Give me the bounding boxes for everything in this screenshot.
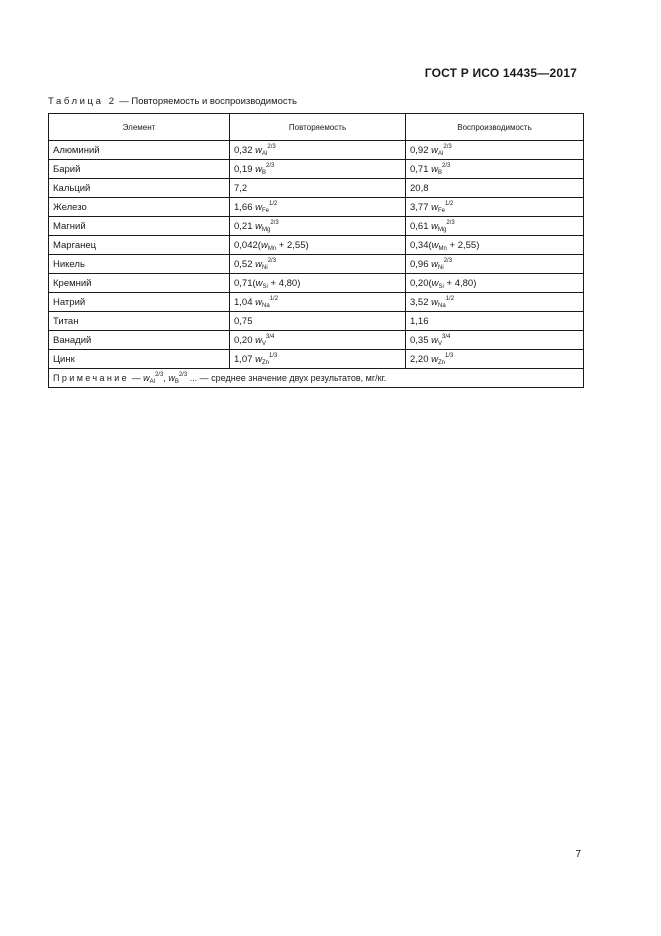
formula-prefix: 0,21 xyxy=(234,220,256,232)
formula-prefix: 0,34( xyxy=(410,239,432,251)
formula-prefix: 0,35 xyxy=(410,334,432,346)
reproducibility-cell xyxy=(406,160,584,179)
reproducibility-cell xyxy=(406,198,584,217)
formula-sup: 2/3 xyxy=(270,219,279,226)
formula-sub: V xyxy=(262,340,267,347)
repeatability-cell xyxy=(230,350,406,369)
formula-var: w xyxy=(431,296,439,308)
formula-sup: 2/3 xyxy=(446,219,455,226)
formula-sub: Mn xyxy=(438,245,447,252)
formula-sub: Fe xyxy=(438,207,446,214)
formula-prefix: 1,04 xyxy=(234,296,256,308)
table-caption-label: Таблица 2 xyxy=(48,96,117,107)
formula-sub: Ni xyxy=(262,264,268,271)
formula-var: w xyxy=(255,163,263,175)
formula-suffix: + 2,55) xyxy=(276,239,309,251)
document-header: ГОСТ Р ИСО 14435—2017 xyxy=(424,66,577,80)
formula-prefix: 0,61 xyxy=(410,220,432,232)
formula-sub: Mg xyxy=(438,226,447,233)
table-row xyxy=(49,274,584,293)
formula-var: w xyxy=(255,277,263,289)
formula-prefix: 0,32 xyxy=(234,144,256,156)
column-header-reproducibility: Воспроизводимость xyxy=(406,114,584,141)
table-row xyxy=(49,198,584,217)
element-cell: Ванадий xyxy=(49,331,230,350)
formula-var: w xyxy=(431,220,439,232)
note-sub-1: Al xyxy=(149,379,155,385)
formula-sup: 1/2 xyxy=(269,295,279,302)
table-row xyxy=(49,350,584,369)
repeatability-cell xyxy=(230,293,406,312)
formula-sup: 1/2 xyxy=(269,200,278,207)
element-cell: Алюминий xyxy=(49,141,230,160)
formula-prefix: 0,75 xyxy=(234,315,253,327)
formula-prefix: 3,52 xyxy=(410,296,432,308)
table-row xyxy=(49,331,584,350)
formula-sub: Na xyxy=(262,302,270,309)
formula-var: w xyxy=(431,258,439,270)
element-cell: Магний xyxy=(49,217,230,236)
repeatability-cell xyxy=(230,312,406,331)
element-cell: Марганец xyxy=(49,236,230,255)
formula-prefix: 1,16 xyxy=(410,315,429,327)
repeatability-cell xyxy=(230,236,406,255)
formula-sup: 2/3 xyxy=(443,143,452,150)
table-row xyxy=(49,236,584,255)
element-cell: Барий xyxy=(49,160,230,179)
element-cell: Кальций xyxy=(49,179,230,198)
formula-sub: Si xyxy=(262,283,268,290)
data-table xyxy=(48,113,584,388)
formula-var: w xyxy=(255,296,263,308)
formula-sup: 1/2 xyxy=(445,295,455,302)
element-cell: Железо xyxy=(49,198,230,217)
repeatability-cell xyxy=(230,160,406,179)
formula-sub: Mn xyxy=(267,245,277,252)
formula-sup: 3/4 xyxy=(442,333,451,340)
note-text: ... — среднее значение двух результатов, мг/кг. xyxy=(187,373,387,383)
column-header-element: Элемент xyxy=(49,114,230,141)
reproducibility-cell xyxy=(406,293,584,312)
formula-sup: 2/3 xyxy=(267,257,277,264)
formula-var: w xyxy=(255,220,263,232)
formula-var: w xyxy=(431,334,439,346)
reproducibility-cell xyxy=(406,236,584,255)
formula-var: w xyxy=(431,353,439,365)
table-row xyxy=(49,141,584,160)
table-row xyxy=(49,312,584,331)
formula-suffix: + 4,80) xyxy=(443,277,477,289)
formula-sup: 1/2 xyxy=(445,200,454,207)
table-note xyxy=(49,369,584,388)
formula-sub: Zn xyxy=(438,359,446,366)
note-sup-2: 2/3 xyxy=(178,372,188,378)
formula-prefix: 0,52 xyxy=(234,258,256,270)
formula-var: w xyxy=(255,334,263,346)
table-caption xyxy=(48,96,297,107)
formula-prefix: 0,042( xyxy=(234,239,261,251)
table-note-row xyxy=(49,369,584,388)
column-header-repeatability: Повторяемость xyxy=(230,114,406,141)
reproducibility-cell xyxy=(406,312,584,331)
note-label: Примечание xyxy=(53,373,130,383)
table-row xyxy=(49,255,584,274)
reproducibility-cell xyxy=(406,179,584,198)
formula-sub: Na xyxy=(438,302,446,309)
table-row xyxy=(49,217,584,236)
table-row xyxy=(49,160,584,179)
note-var-2: w xyxy=(168,373,175,383)
note-sup-1: 2/3 xyxy=(154,372,164,378)
formula-sup: 1/3 xyxy=(445,352,454,359)
formula-prefix: 20,8 xyxy=(410,182,429,194)
table-row xyxy=(49,179,584,198)
reproducibility-cell xyxy=(406,255,584,274)
formula-var: w xyxy=(255,144,263,156)
formula-sub: Fe xyxy=(262,207,270,214)
formula-prefix: 0,20 xyxy=(234,334,256,346)
formula-var: w xyxy=(431,239,439,251)
repeatability-cell xyxy=(230,331,406,350)
formula-prefix: 2,20 xyxy=(410,353,432,365)
formula-sup: 2/3 xyxy=(443,257,453,264)
element-cell: Никель xyxy=(49,255,230,274)
formula-prefix: 1,07 xyxy=(234,353,256,365)
formula-prefix: 0,19 xyxy=(234,163,256,175)
formula-sub: Al xyxy=(438,150,444,157)
formula-sub: B xyxy=(438,169,443,176)
formula-sub: Ni xyxy=(438,264,444,271)
formula-sub: V xyxy=(438,340,443,347)
formula-sup: 2/3 xyxy=(266,162,275,169)
element-cell: Натрий xyxy=(49,293,230,312)
formula-prefix: 0,71 xyxy=(410,163,432,175)
formula-var: w xyxy=(431,163,439,175)
formula-var: w xyxy=(255,201,263,213)
element-cell: Цинк xyxy=(49,350,230,369)
formula-var: w xyxy=(431,144,439,156)
element-cell: Кремний xyxy=(49,274,230,293)
formula-prefix: 0,96 xyxy=(410,258,432,270)
repeatability-cell xyxy=(230,198,406,217)
table-row xyxy=(49,293,584,312)
formula-sup: 1/3 xyxy=(269,352,278,359)
formula-sub: B xyxy=(262,169,267,176)
formula-sub: Mg xyxy=(262,226,271,233)
note-separator: , xyxy=(163,373,169,383)
reproducibility-cell xyxy=(406,217,584,236)
repeatability-cell xyxy=(230,217,406,236)
formula-prefix: 0,92 xyxy=(410,144,432,156)
formula-suffix: + 2,55) xyxy=(446,239,480,251)
note-dash: — xyxy=(129,373,144,383)
formula-sup: 3/4 xyxy=(266,333,275,340)
repeatability-cell xyxy=(230,141,406,160)
reproducibility-cell xyxy=(406,350,584,369)
page-number: 7 xyxy=(575,849,581,860)
reproducibility-cell xyxy=(406,331,584,350)
formula-sup: 2/3 xyxy=(442,162,451,169)
repeatability-cell xyxy=(230,274,406,293)
formula-var: w xyxy=(431,277,439,289)
table-caption-dash: — xyxy=(116,96,132,107)
formula-prefix: 7,2 xyxy=(234,182,248,194)
formula-sup: 2/3 xyxy=(267,143,276,150)
formula-prefix: 1,66 xyxy=(234,201,256,213)
formula-prefix: 0,20( xyxy=(410,277,432,289)
formula-suffix: + 4,80) xyxy=(267,277,301,289)
table-header-row xyxy=(49,114,584,141)
formula-var: w xyxy=(260,239,268,251)
formula-var: w xyxy=(255,258,263,270)
formula-sub: Zn xyxy=(262,359,270,366)
formula-sub: Al xyxy=(262,150,268,157)
formula-prefix: 0,71( xyxy=(234,277,256,289)
formula-prefix: 3,77 xyxy=(410,201,432,213)
note-sub-2: B xyxy=(174,379,179,385)
formula-var: w xyxy=(431,201,439,213)
reproducibility-cell xyxy=(406,141,584,160)
element-cell: Титан xyxy=(49,312,230,331)
note-var-1: w xyxy=(143,373,150,383)
table-caption-title: Повторяемость и воспроизводимость xyxy=(131,96,297,107)
reproducibility-cell xyxy=(406,274,584,293)
repeatability-cell xyxy=(230,255,406,274)
formula-sub: Si xyxy=(438,283,444,290)
repeatability-cell xyxy=(230,179,406,198)
formula-var: w xyxy=(255,353,263,365)
